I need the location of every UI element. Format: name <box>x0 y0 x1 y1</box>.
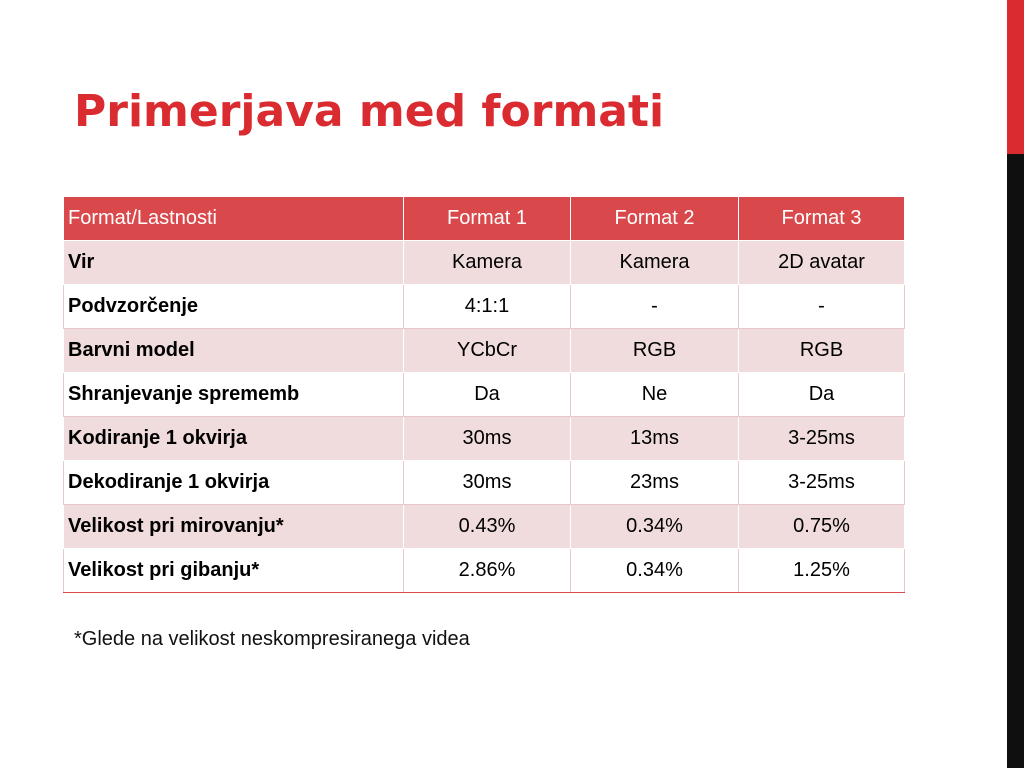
table-row <box>64 461 905 505</box>
footnote: *Glede na velikost neskompresiranega videa <box>74 628 470 650</box>
row-label: Vir <box>64 241 404 285</box>
table-row <box>64 505 905 549</box>
table-cell: Kamera <box>404 241 571 285</box>
table-row <box>64 241 905 285</box>
table-cell: 1.25% <box>739 549 905 593</box>
table-cell: - <box>739 285 905 329</box>
table-cell: 23ms <box>571 461 739 505</box>
table-cell: Da <box>739 373 905 417</box>
table-cell: 0.34% <box>571 549 739 593</box>
table-cell: Da <box>404 373 571 417</box>
side-dark-bar <box>1007 154 1024 768</box>
comparison-table <box>63 196 905 593</box>
table-header-row <box>64 197 905 241</box>
header-cell: Format 2 <box>571 197 739 241</box>
table-row <box>64 549 905 593</box>
table-cell: 2.86% <box>404 549 571 593</box>
table-row <box>64 329 905 373</box>
row-label: Dekodiranje 1 okvirja <box>64 461 404 505</box>
table-cell: - <box>571 285 739 329</box>
header-cell: Format 1 <box>404 197 571 241</box>
side-accent-bar <box>1007 0 1024 154</box>
table-cell: 3-25ms <box>739 461 905 505</box>
row-label: Shranjevanje sprememb <box>64 373 404 417</box>
table-cell: Ne <box>571 373 739 417</box>
table-cell: 3-25ms <box>739 417 905 461</box>
table-cell: 2D avatar <box>739 241 905 285</box>
table-cell: 0.43% <box>404 505 571 549</box>
table-cell: 0.75% <box>739 505 905 549</box>
slide-title: Primerjava med formati <box>74 86 665 137</box>
row-label: Barvni model <box>64 329 404 373</box>
table-cell: 13ms <box>571 417 739 461</box>
table-cell: 4:1:1 <box>404 285 571 329</box>
table-cell: Kamera <box>571 241 739 285</box>
row-label: Kodiranje 1 okvirja <box>64 417 404 461</box>
table-cell: 30ms <box>404 417 571 461</box>
table-cell: YCbCr <box>404 329 571 373</box>
table-cell: RGB <box>571 329 739 373</box>
row-label: Velikost pri mirovanju* <box>64 505 404 549</box>
header-cell: Format 3 <box>739 197 905 241</box>
row-label: Velikost pri gibanju* <box>64 549 404 593</box>
table-row <box>64 417 905 461</box>
table-cell: 30ms <box>404 461 571 505</box>
table-row <box>64 373 905 417</box>
table-cell: 0.34% <box>571 505 739 549</box>
table-row <box>64 285 905 329</box>
header-cell: Format/Lastnosti <box>64 197 404 241</box>
row-label: Podvzorčenje <box>64 285 404 329</box>
table-cell: RGB <box>739 329 905 373</box>
